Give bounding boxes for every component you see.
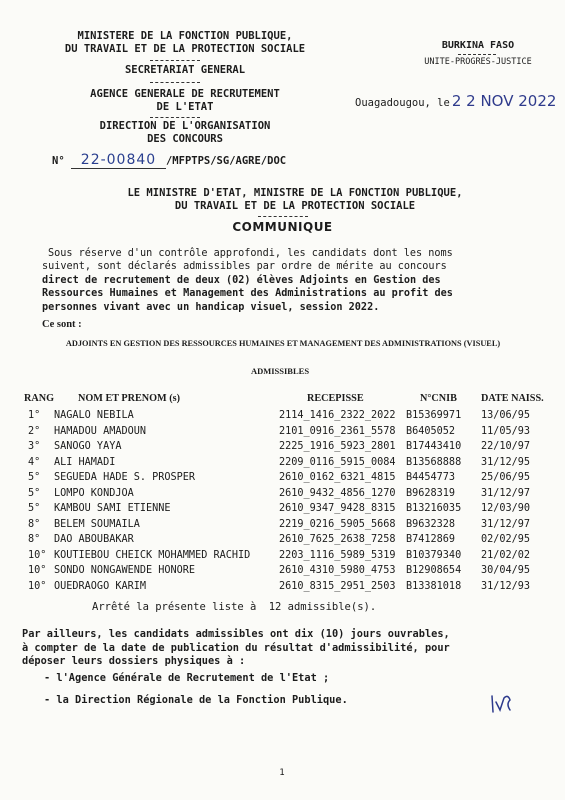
notice-paragraph [22, 628, 542, 669]
cnib-cell: B10379340 [406, 549, 462, 561]
header-date-naiss: DATE NAISS. [481, 392, 544, 404]
separator [258, 216, 308, 217]
rang-cell: 3° [28, 441, 41, 453]
birthdate-cell: 12/03/90 [481, 503, 531, 515]
intro-line5: personnes vivant avec un handicap visuel, session 2022. [42, 301, 380, 313]
birthdate-cell: 30/04/95 [481, 565, 531, 577]
cnib-cell: B7412869 [406, 534, 456, 546]
rang-cell: 2° [28, 425, 41, 437]
table-row [24, 439, 544, 455]
header-recepisse: RECEPISSE [307, 392, 364, 404]
table-row [24, 424, 544, 440]
cnib-cell: B9632328 [406, 518, 456, 530]
intro-line4: Ressources Humaines et Management des Administrations au profit des [42, 288, 453, 300]
country-motto: UNITE-PROGRES-JUSTICE [424, 57, 532, 67]
table-row [24, 486, 544, 502]
recepisse-cell: 2219_0216_5905_5668 [279, 518, 396, 530]
birthdate-cell: 31/12/97 [481, 487, 531, 499]
cnib-cell: B13216035 [406, 503, 462, 515]
recepisse-cell: 2610_9432_4856_1270 [279, 487, 396, 499]
cnib-cell: B9628319 [406, 487, 456, 499]
separator [458, 54, 496, 55]
signature-initials [488, 692, 516, 716]
name-cell: SANOGO YAYA [54, 441, 122, 453]
agency-line2: DE L'ETAT [156, 101, 214, 113]
rang-cell: 5° [28, 472, 41, 484]
closing-count [92, 601, 376, 613]
name-cell: DAO ABOUBAKAR [54, 534, 134, 546]
recepisse-cell: 2610_0162_6321_4815 [279, 472, 396, 484]
ce-sont-label: Ce sont : [42, 319, 82, 330]
table-row [24, 408, 544, 424]
closing-prefix: Arrêté la présente liste à [92, 601, 257, 613]
rang-cell: 5° [28, 487, 41, 499]
name-cell: BELEM SOUMAILA [54, 518, 140, 530]
birthdate-cell: 31/12/95 [481, 456, 531, 468]
recepisse-cell: 2610_8315_2951_2503 [279, 580, 396, 592]
header-nom-prenom: NOM ET PRENOM (s) [78, 392, 180, 404]
rang-cell: 4° [28, 456, 41, 468]
rang-cell: 5° [28, 503, 41, 515]
name-cell: KAMBOU SAMI ETIENNE [54, 503, 171, 515]
birthdate-cell: 13/06/95 [481, 410, 531, 422]
authority-line1: LE MINISTRE D'ETAT, MINISTRE DE LA FONCTION PUBLIQUE, [127, 187, 463, 199]
notice-line1: Par ailleurs, les candidats admissibles ont dix (10) jours ouvrables, [22, 628, 450, 640]
recepisse-cell: 2114_1416_2322_2022 [279, 410, 396, 422]
name-cell: SEGUEDA HADE S. PROSPER [54, 472, 196, 484]
birthdate-cell: 25/06/95 [481, 472, 531, 484]
notice-item1: - l'Agence Générale de Recrutement de l'Etat ; [44, 672, 330, 684]
closing-count-value: 12 admissible(s). [268, 601, 377, 613]
ref-prefix: N° [52, 155, 65, 167]
page-number: 1 [279, 768, 285, 778]
name-cell: KOUTIEBOU CHEICK MOHAMMED RACHID [54, 549, 251, 561]
recepisse-cell: 2209_0116_5915_0084 [279, 456, 396, 468]
cnib-cell: B6405052 [406, 425, 456, 437]
recepisse-cell: 2225_1916_5923_2801 [279, 441, 396, 453]
intro-line2: suivent, sont déclarés admissibles par ordre de mérite au concours [42, 261, 447, 273]
ref-suffix: /MFPTPS/SG/AGRE/DOC [165, 155, 287, 167]
ministry-line1: MINISTERE DE LA FONCTION PUBLIQUE, [77, 30, 293, 42]
cnib-cell: B12908654 [406, 565, 462, 577]
recepisse-cell: 2610_7625_2638_7258 [279, 534, 396, 546]
table-row [24, 563, 544, 579]
intro-line1: Sous réserve d'un contrôle approfondi, les candidats dont les noms [48, 248, 453, 259]
admissibles-table [24, 388, 544, 594]
table-row [24, 517, 544, 533]
birthdate-cell: 02/02/95 [481, 534, 531, 546]
rang-cell: 1° [28, 410, 41, 422]
country-name: BURKINA FASO [441, 40, 515, 51]
name-cell: SONDO NONGAWENDE HONORE [54, 565, 196, 577]
separator [150, 82, 200, 83]
cnib-cell: B17443410 [406, 441, 462, 453]
name-cell: LOMPO KONDJOA [54, 487, 134, 499]
date-stamp: 2 2 NOV 2022 [451, 92, 557, 110]
agency-line1: AGENCE GENERALE DE RECRUTEMENT [90, 88, 280, 100]
table-header-row [24, 388, 544, 408]
letterhead-ministry [40, 30, 330, 56]
notice-line2: à compter de la date de publication du résultat d'admissibilité, pour [22, 641, 450, 654]
recepisse-cell: 2610_9347_9428_8315 [279, 503, 396, 515]
secretariat: SECRETARIAT GENERAL [124, 64, 246, 76]
table-row [24, 455, 544, 471]
name-cell: HAMADOU AMADOUN [54, 425, 147, 437]
rang-cell: 10° [28, 549, 47, 561]
table-row [24, 532, 544, 548]
cnib-cell: B13381018 [406, 580, 462, 592]
separator [150, 60, 200, 61]
authority [60, 187, 530, 213]
page-title: COMMUNIQUE [232, 220, 333, 234]
intro-paragraph [42, 247, 532, 314]
direction-line2: DES CONCOURS [147, 133, 223, 145]
notice-line3: déposer leurs dossiers physiques à : [22, 655, 246, 668]
intro-line3: direct de recrutement de deux (02) élèves Adjoints en Gestion des [42, 274, 441, 286]
recepisse-cell: 2203_1116_5989_5319 [279, 549, 396, 561]
rang-cell: 8° [28, 534, 41, 546]
table-row [24, 579, 544, 595]
header-rang: RANG [24, 392, 54, 404]
cnib-cell: B15369971 [406, 410, 462, 422]
table-row [24, 501, 544, 517]
name-cell: ALI HAMADI [54, 456, 116, 468]
birthdate-cell: 31/12/97 [481, 518, 531, 530]
letterhead-direction [40, 120, 330, 146]
cnib-cell: B4454773 [406, 472, 456, 484]
table-row [24, 470, 544, 486]
notice-item2: - la Direction Régionale de la Fonction Publique. [44, 694, 348, 706]
date-place: Ouagadougou, le [355, 97, 450, 109]
rang-cell: 8° [28, 518, 41, 530]
name-cell: NAGALO NEBILA [54, 410, 134, 422]
rang-cell: 10° [28, 565, 47, 577]
recepisse-cell: 2610_4310_5980_4753 [279, 565, 396, 577]
recepisse-cell: 2101_0916_2361_5578 [279, 425, 396, 437]
reference-number [52, 152, 286, 169]
direction-line1: DIRECTION DE L'ORGANISATION [99, 120, 271, 132]
table-row [24, 548, 544, 564]
ministry-line2: DU TRAVAIL ET DE LA PROTECTION SOCIALE [64, 43, 306, 55]
separator [150, 117, 200, 118]
birthdate-cell: 22/10/97 [481, 441, 531, 453]
header-cnib: N°CNIB [420, 392, 457, 404]
section-title: ADJOINTS EN GESTION DES RESSOURCES HUMAINES ET MANAGEMENT DES ADMINISTRATIONS (VISUEL) [65, 339, 501, 348]
birthdate-cell: 31/12/93 [481, 580, 531, 592]
list-title: ADMISSIBLES [250, 366, 310, 376]
birthdate-cell: 11/05/93 [481, 425, 531, 437]
cnib-cell: B13568888 [406, 456, 462, 468]
ref-handwritten-number: 22-00840 [71, 152, 166, 169]
authority-line2: DU TRAVAIL ET DE LA PROTECTION SOCIALE [174, 200, 416, 212]
letterhead-agency [40, 88, 330, 114]
rang-cell: 10° [28, 580, 47, 592]
birthdate-cell: 21/02/02 [481, 549, 531, 561]
name-cell: OUEDRAOGO KARIM [54, 580, 147, 592]
date-line [355, 92, 556, 110]
